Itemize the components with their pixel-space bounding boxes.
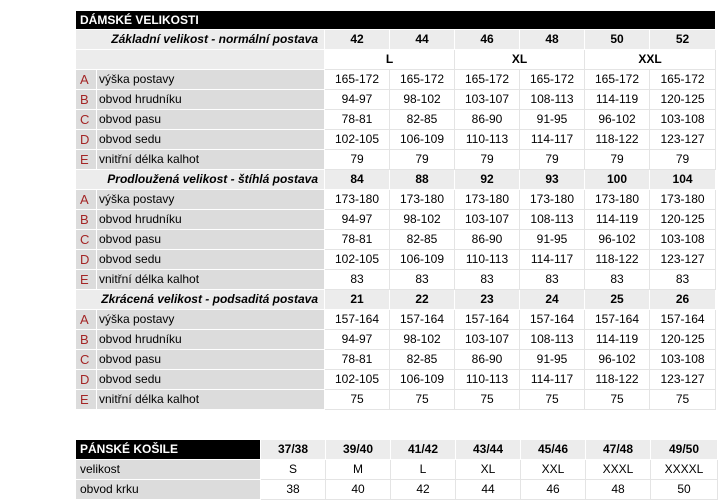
row-label: vnitřní délka kalhot: [97, 150, 325, 170]
measure-value: 157-164: [585, 310, 650, 330]
measure-value: 173-180: [650, 190, 716, 210]
measure-value: 114-117: [520, 250, 585, 270]
shirt-size: 41/42: [391, 440, 456, 460]
row-label: obvod sedu: [97, 130, 325, 150]
measure-value: 102-105: [325, 250, 390, 270]
measure-value: 118-122: [585, 370, 650, 390]
measure-value: 173-180: [585, 190, 650, 210]
section-title: Prodloužená velikost - štíhlá postava: [76, 170, 325, 190]
row-label: velikost: [76, 460, 261, 480]
measure-value: 106-109: [390, 130, 455, 150]
table-title-row: [76, 11, 716, 30]
women-table-title: DÁMSKÉ VELIKOSTI: [76, 11, 716, 30]
measure-value: 79: [325, 150, 390, 170]
row-letter: D: [76, 130, 97, 150]
measure-value: 157-164: [650, 310, 716, 330]
measure-value: XL: [456, 460, 521, 480]
measure-value: 103-107: [455, 330, 520, 350]
measure-value: 165-172: [650, 70, 716, 90]
row-letter: D: [76, 370, 97, 390]
measure-value: 75: [455, 390, 520, 410]
measure-value: 165-172: [520, 70, 585, 90]
size-number: 42: [325, 30, 390, 50]
measure-value: L: [391, 460, 456, 480]
size-number: 46: [455, 30, 520, 50]
section-title: Základní velikost - normální postava: [76, 30, 325, 50]
measure-value: 75: [585, 390, 650, 410]
measure-value: 78-81: [325, 230, 390, 250]
row-label: obvod pasu: [97, 110, 325, 130]
table-row: [76, 70, 716, 90]
measure-value: 46: [521, 480, 586, 500]
measure-value: 103-108: [650, 230, 716, 250]
size-number: 88: [390, 170, 455, 190]
measure-value: 165-172: [455, 70, 520, 90]
measure-value: 78-81: [325, 110, 390, 130]
measure-value: 79: [585, 150, 650, 170]
measure-value: 42: [391, 480, 456, 500]
measure-value: 173-180: [325, 190, 390, 210]
size-number: 50: [585, 30, 650, 50]
measure-value: 83: [455, 270, 520, 290]
measure-value: 110-113: [455, 130, 520, 150]
measure-value: 94-97: [325, 330, 390, 350]
table-row: [76, 370, 716, 390]
table-title-row: [76, 440, 718, 460]
row-label: obvod hrudníku: [97, 210, 325, 230]
row-letter: E: [76, 270, 97, 290]
women-size-table: [76, 11, 716, 410]
row-letter: C: [76, 230, 97, 250]
measure-value: 83: [390, 270, 455, 290]
row-letter: B: [76, 210, 97, 230]
table-row: [76, 230, 716, 250]
size-number: 104: [650, 170, 716, 190]
table-row: [76, 90, 716, 110]
measure-value: 106-109: [390, 370, 455, 390]
size-number: 92: [455, 170, 520, 190]
measure-value: 96-102: [585, 230, 650, 250]
measure-value: 157-164: [390, 310, 455, 330]
measure-value: 120-125: [650, 90, 716, 110]
measure-value: 165-172: [325, 70, 390, 90]
measure-value: 157-164: [325, 310, 390, 330]
measure-value: 173-180: [455, 190, 520, 210]
row-label: obvod pasu: [97, 230, 325, 250]
row-label: obvod hrudníku: [97, 330, 325, 350]
row-label: výška postavy: [97, 190, 325, 210]
measure-value: 78-81: [325, 350, 390, 370]
measure-value: 83: [585, 270, 650, 290]
measure-value: 48: [586, 480, 651, 500]
row-letter: B: [76, 90, 97, 110]
measure-value: 103-108: [650, 350, 716, 370]
measure-value: 114-117: [520, 130, 585, 150]
measure-value: 79: [650, 150, 716, 170]
table-row: [76, 150, 716, 170]
table-row: [76, 390, 716, 410]
measure-value: 114-119: [585, 90, 650, 110]
measure-value: 98-102: [390, 90, 455, 110]
measure-value: 86-90: [455, 230, 520, 250]
measure-value: 94-97: [325, 210, 390, 230]
table-row: [76, 460, 718, 480]
measure-value: 50: [651, 480, 718, 500]
row-letter: C: [76, 350, 97, 370]
row-letter: B: [76, 330, 97, 350]
row-letter: D: [76, 250, 97, 270]
measure-value: 96-102: [585, 110, 650, 130]
measure-value: 91-95: [520, 230, 585, 250]
measure-value: 173-180: [390, 190, 455, 210]
measure-value: 120-125: [650, 210, 716, 230]
shirt-size: 45/46: [521, 440, 586, 460]
size-group-label: XXL: [585, 50, 716, 70]
section-title: Zkrácená velikost - podsaditá postava: [76, 290, 325, 310]
measure-value: 38: [261, 480, 326, 500]
size-number: 52: [650, 30, 716, 50]
measure-value: 91-95: [520, 350, 585, 370]
measure-value: 110-113: [455, 370, 520, 390]
measure-value: 79: [520, 150, 585, 170]
measure-value: 108-113: [520, 210, 585, 230]
measure-value: 120-125: [650, 330, 716, 350]
shirt-size: 37/38: [261, 440, 326, 460]
row-label: výška postavy: [97, 310, 325, 330]
size-number: 93: [520, 170, 585, 190]
measure-value: 82-85: [390, 230, 455, 250]
measure-value: 118-122: [585, 250, 650, 270]
row-letter: A: [76, 310, 97, 330]
row-label: obvod krku: [76, 480, 261, 500]
size-group-row: [76, 50, 716, 70]
size-number: 48: [520, 30, 585, 50]
size-group-label: XL: [455, 50, 585, 70]
row-letter: E: [76, 150, 97, 170]
measure-value: 75: [390, 390, 455, 410]
measure-value: 91-95: [520, 110, 585, 130]
group-spacer: [76, 50, 325, 70]
row-label: vnitřní délka kalhot: [97, 270, 325, 290]
men-shirt-table: [76, 440, 718, 500]
row-letter: E: [76, 390, 97, 410]
measure-value: 102-105: [325, 370, 390, 390]
table-row: [76, 350, 716, 370]
size-group-label: L: [325, 50, 455, 70]
table-row: [76, 210, 716, 230]
measure-value: 106-109: [390, 250, 455, 270]
measure-value: 103-108: [650, 110, 716, 130]
table-row: [76, 190, 716, 210]
measure-value: 123-127: [650, 370, 716, 390]
shirt-size: 39/40: [326, 440, 391, 460]
measure-value: S: [261, 460, 326, 480]
measure-value: 165-172: [585, 70, 650, 90]
row-label: výška postavy: [97, 70, 325, 90]
measure-value: 103-107: [455, 210, 520, 230]
size-number: 24: [520, 290, 585, 310]
row-label: obvod pasu: [97, 350, 325, 370]
measure-value: M: [326, 460, 391, 480]
shirt-size: 47/48: [586, 440, 651, 460]
measure-value: 118-122: [585, 130, 650, 150]
measure-value: 103-107: [455, 90, 520, 110]
measure-value: 82-85: [390, 350, 455, 370]
measure-value: 123-127: [650, 250, 716, 270]
measure-value: 83: [520, 270, 585, 290]
row-letter: A: [76, 190, 97, 210]
measure-value: 40: [326, 480, 391, 500]
measure-value: 98-102: [390, 210, 455, 230]
row-label: obvod sedu: [97, 370, 325, 390]
measure-value: 108-113: [520, 90, 585, 110]
row-letter: A: [76, 70, 97, 90]
section-header-row: [76, 170, 716, 190]
measure-value: 114-117: [520, 370, 585, 390]
measure-value: 83: [325, 270, 390, 290]
size-number: 100: [585, 170, 650, 190]
measure-value: 165-172: [390, 70, 455, 90]
measure-value: 108-113: [520, 330, 585, 350]
measure-value: 157-164: [455, 310, 520, 330]
measure-value: 98-102: [390, 330, 455, 350]
measure-value: 173-180: [520, 190, 585, 210]
measure-value: 114-119: [585, 330, 650, 350]
measure-value: 114-119: [585, 210, 650, 230]
measure-value: 82-85: [390, 110, 455, 130]
men-table-title: PÁNSKÉ KOŠILE: [76, 440, 261, 460]
size-number: 21: [325, 290, 390, 310]
size-number: 44: [390, 30, 455, 50]
section-header-row: [76, 290, 716, 310]
measure-value: 110-113: [455, 250, 520, 270]
table-row: [76, 310, 716, 330]
row-letter: C: [76, 110, 97, 130]
table-row: [76, 330, 716, 350]
table-row: [76, 250, 716, 270]
measure-value: 86-90: [455, 350, 520, 370]
measure-value: XXL: [521, 460, 586, 480]
measure-value: 102-105: [325, 130, 390, 150]
size-number: 23: [455, 290, 520, 310]
table-row: [76, 480, 718, 500]
measure-value: 157-164: [520, 310, 585, 330]
measure-value: 44: [456, 480, 521, 500]
size-number: 84: [325, 170, 390, 190]
row-label: obvod sedu: [97, 250, 325, 270]
size-number: 26: [650, 290, 716, 310]
size-number: 25: [585, 290, 650, 310]
table-row: [76, 270, 716, 290]
row-label: vnitřní délka kalhot: [97, 390, 325, 410]
shirt-size: 49/50: [651, 440, 718, 460]
measure-value: 79: [455, 150, 520, 170]
measure-value: XXXL: [586, 460, 651, 480]
row-label: obvod hrudníku: [97, 90, 325, 110]
measure-value: 75: [325, 390, 390, 410]
size-number: 22: [390, 290, 455, 310]
measure-value: 86-90: [455, 110, 520, 130]
section-header-row: [76, 30, 716, 50]
measure-value: 83: [650, 270, 716, 290]
measure-value: XXXXL: [651, 460, 718, 480]
measure-value: 96-102: [585, 350, 650, 370]
measure-value: 79: [390, 150, 455, 170]
measure-value: 75: [520, 390, 585, 410]
shirt-size: 43/44: [456, 440, 521, 460]
measure-value: 75: [650, 390, 716, 410]
measure-value: 94-97: [325, 90, 390, 110]
table-row: [76, 110, 716, 130]
table-row: [76, 130, 716, 150]
measure-value: 123-127: [650, 130, 716, 150]
